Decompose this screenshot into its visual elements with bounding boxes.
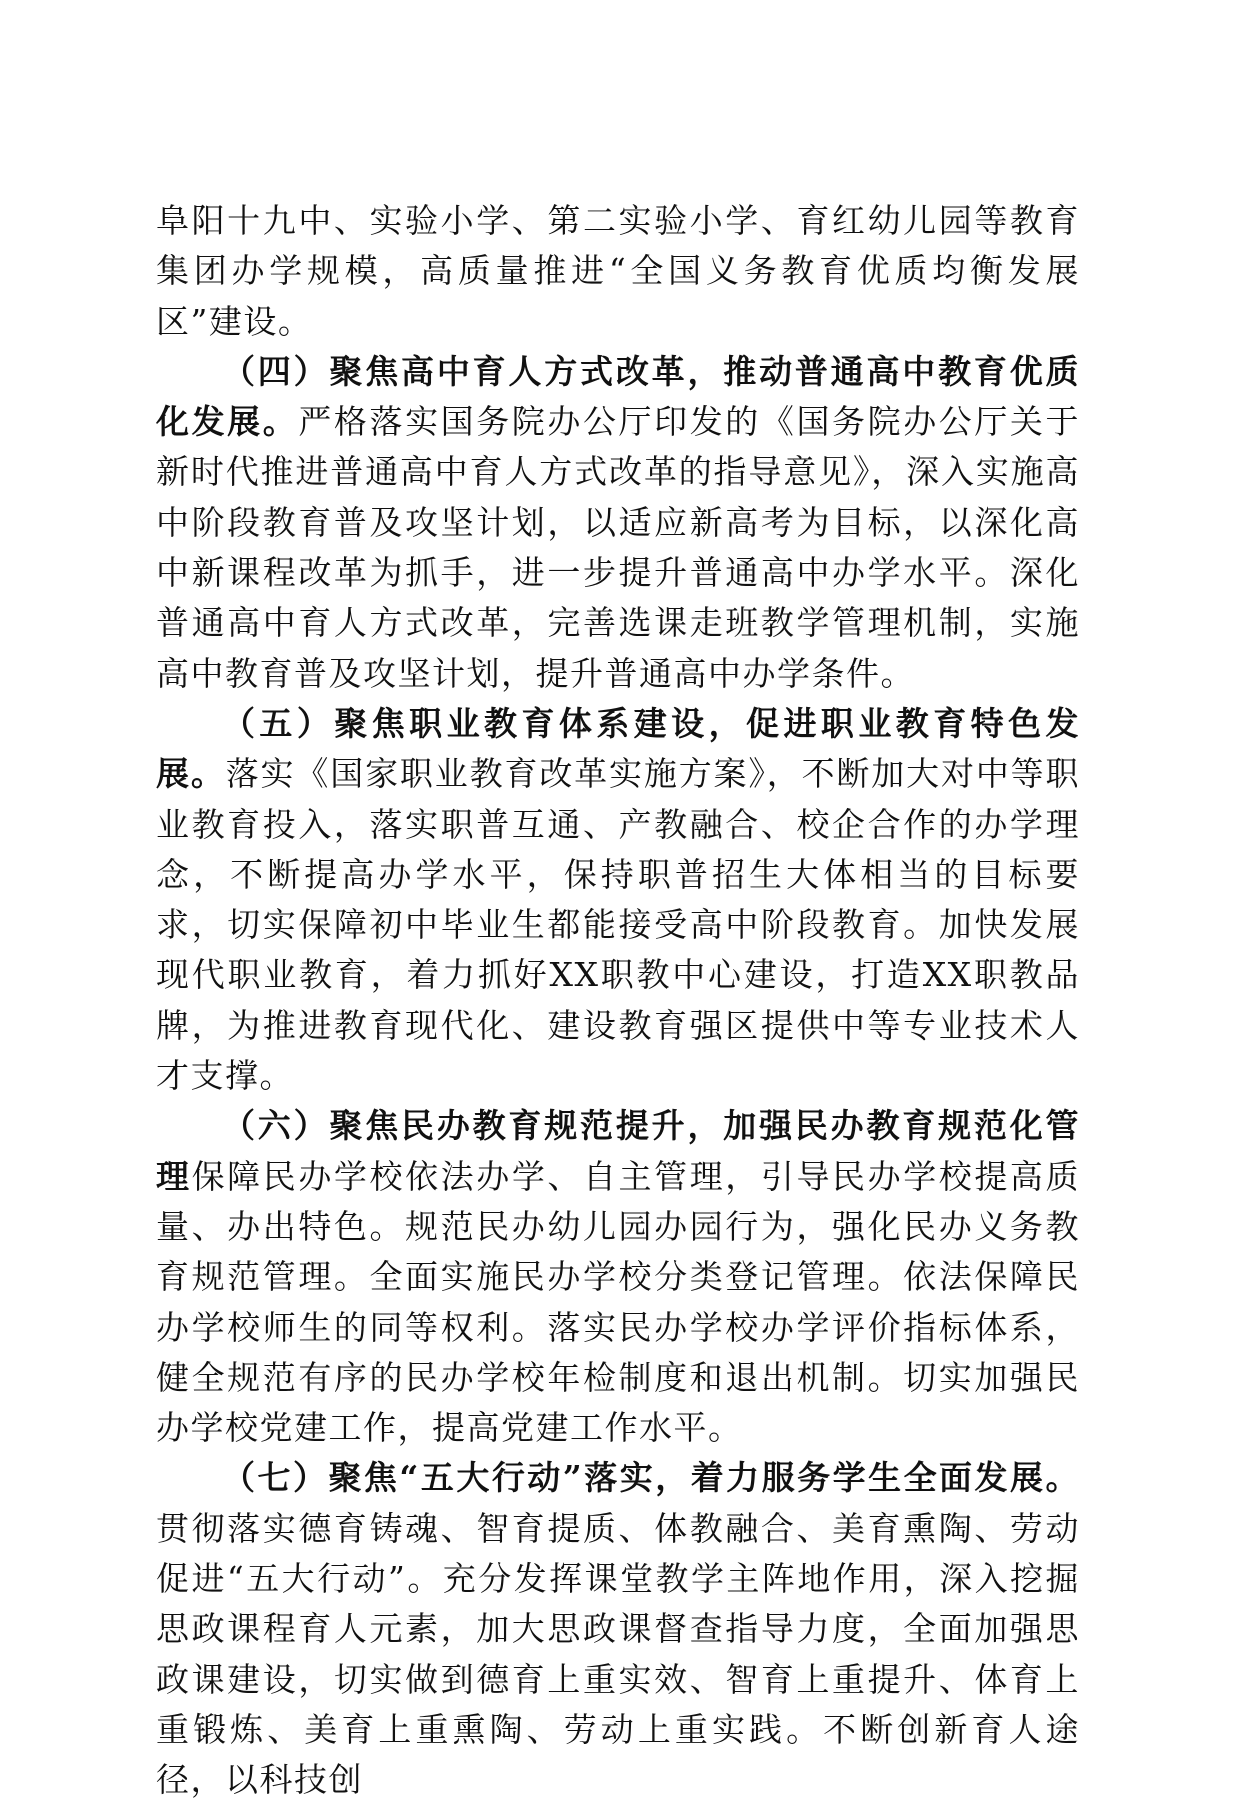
section-heading: （五）聚焦职业教育体系建设，促进职业教育特色发展。 <box>156 703 1080 794</box>
paragraph-section-7 <box>156 1453 1080 1805</box>
paragraph-body: 落实《国家职业教育改革实施方案》，不断加大对中等职业教育投入，落实职普互通、产教融合、校企合作的办学理念，不断提高办学水平，保持职普招生大体相当的目标要求，切实保障初中毕业生都能接受高中阶段教育。加快发展现代职业教育，着力抓好XX职教中心建设，打造XX职教品牌，为推进教育现代化、建设教育强区提供中等专业技术人才支撑。 <box>156 754 1081 1096</box>
paragraph-body: 严格落实国务院办公厅印发的《国务院办公厅关于新时代推进普通高中育人方式改革的指导意见》，深入实施高中阶段教育普及攻坚计划，以适应新高考为目标，以深化高中新课程改革为抓手，进一步提升普通高中办学水平。深化普通高中育人方式改革，完善选课走班教学管理机制，实施高中教育普及攻坚计划，提升普通高中办学条件。 <box>156 402 1081 693</box>
paragraph-section-4 <box>156 347 1080 699</box>
paragraph-body: 阜阳十九中、实验小学、第二实验小学、育红幼儿园等教育集团办学规模，高质量推进“全国义务教育优质均衡发展区”建设。 <box>156 201 1080 341</box>
document-page <box>156 196 1080 1806</box>
paragraph-section-5 <box>156 699 1080 1101</box>
paragraph-body: 贯彻落实德育铸魂、智育提质、体教融合、美育熏陶、劳动促进“五大行动”。充分发挥课堂教学主阵地作用，深入挖掘思政课程育人元素，加大思政课督查指导力度，全面加强思政课建设，切实做到德育上重实效、智育上重提升、体育上重锻炼、美育上重熏陶、劳动上重实践。不断创新育人途径，以科技创 <box>156 1508 1080 1800</box>
section-heading: （七）聚焦“五大行动”落实，着力服务学生全面发展。 <box>222 1458 1080 1498</box>
paragraph-body: 保障民办学校依法办学、自主管理，引导民办学校提高质量、办出特色。规范民办幼儿园办园行为，强化民办义务教育规范管理。全面实施民办学校分类登记管理。依法保障民办学校师生的同等权利。落实民办学校办学评价指标体系，健全规范有序的民办学校年检制度和退出机制。切实加强民办学校党建工作，提高党建工作水平。 <box>156 1156 1081 1448</box>
paragraph-section-6 <box>156 1101 1080 1453</box>
section-heading: （四）聚焦高中育人方式改革，推动普通高中教育优质化发展。 <box>156 351 1080 442</box>
paragraph-continuation <box>156 196 1080 347</box>
section-heading: （六）聚焦民办教育规范提升，加强民办教育规范化管理 <box>156 1106 1080 1196</box>
